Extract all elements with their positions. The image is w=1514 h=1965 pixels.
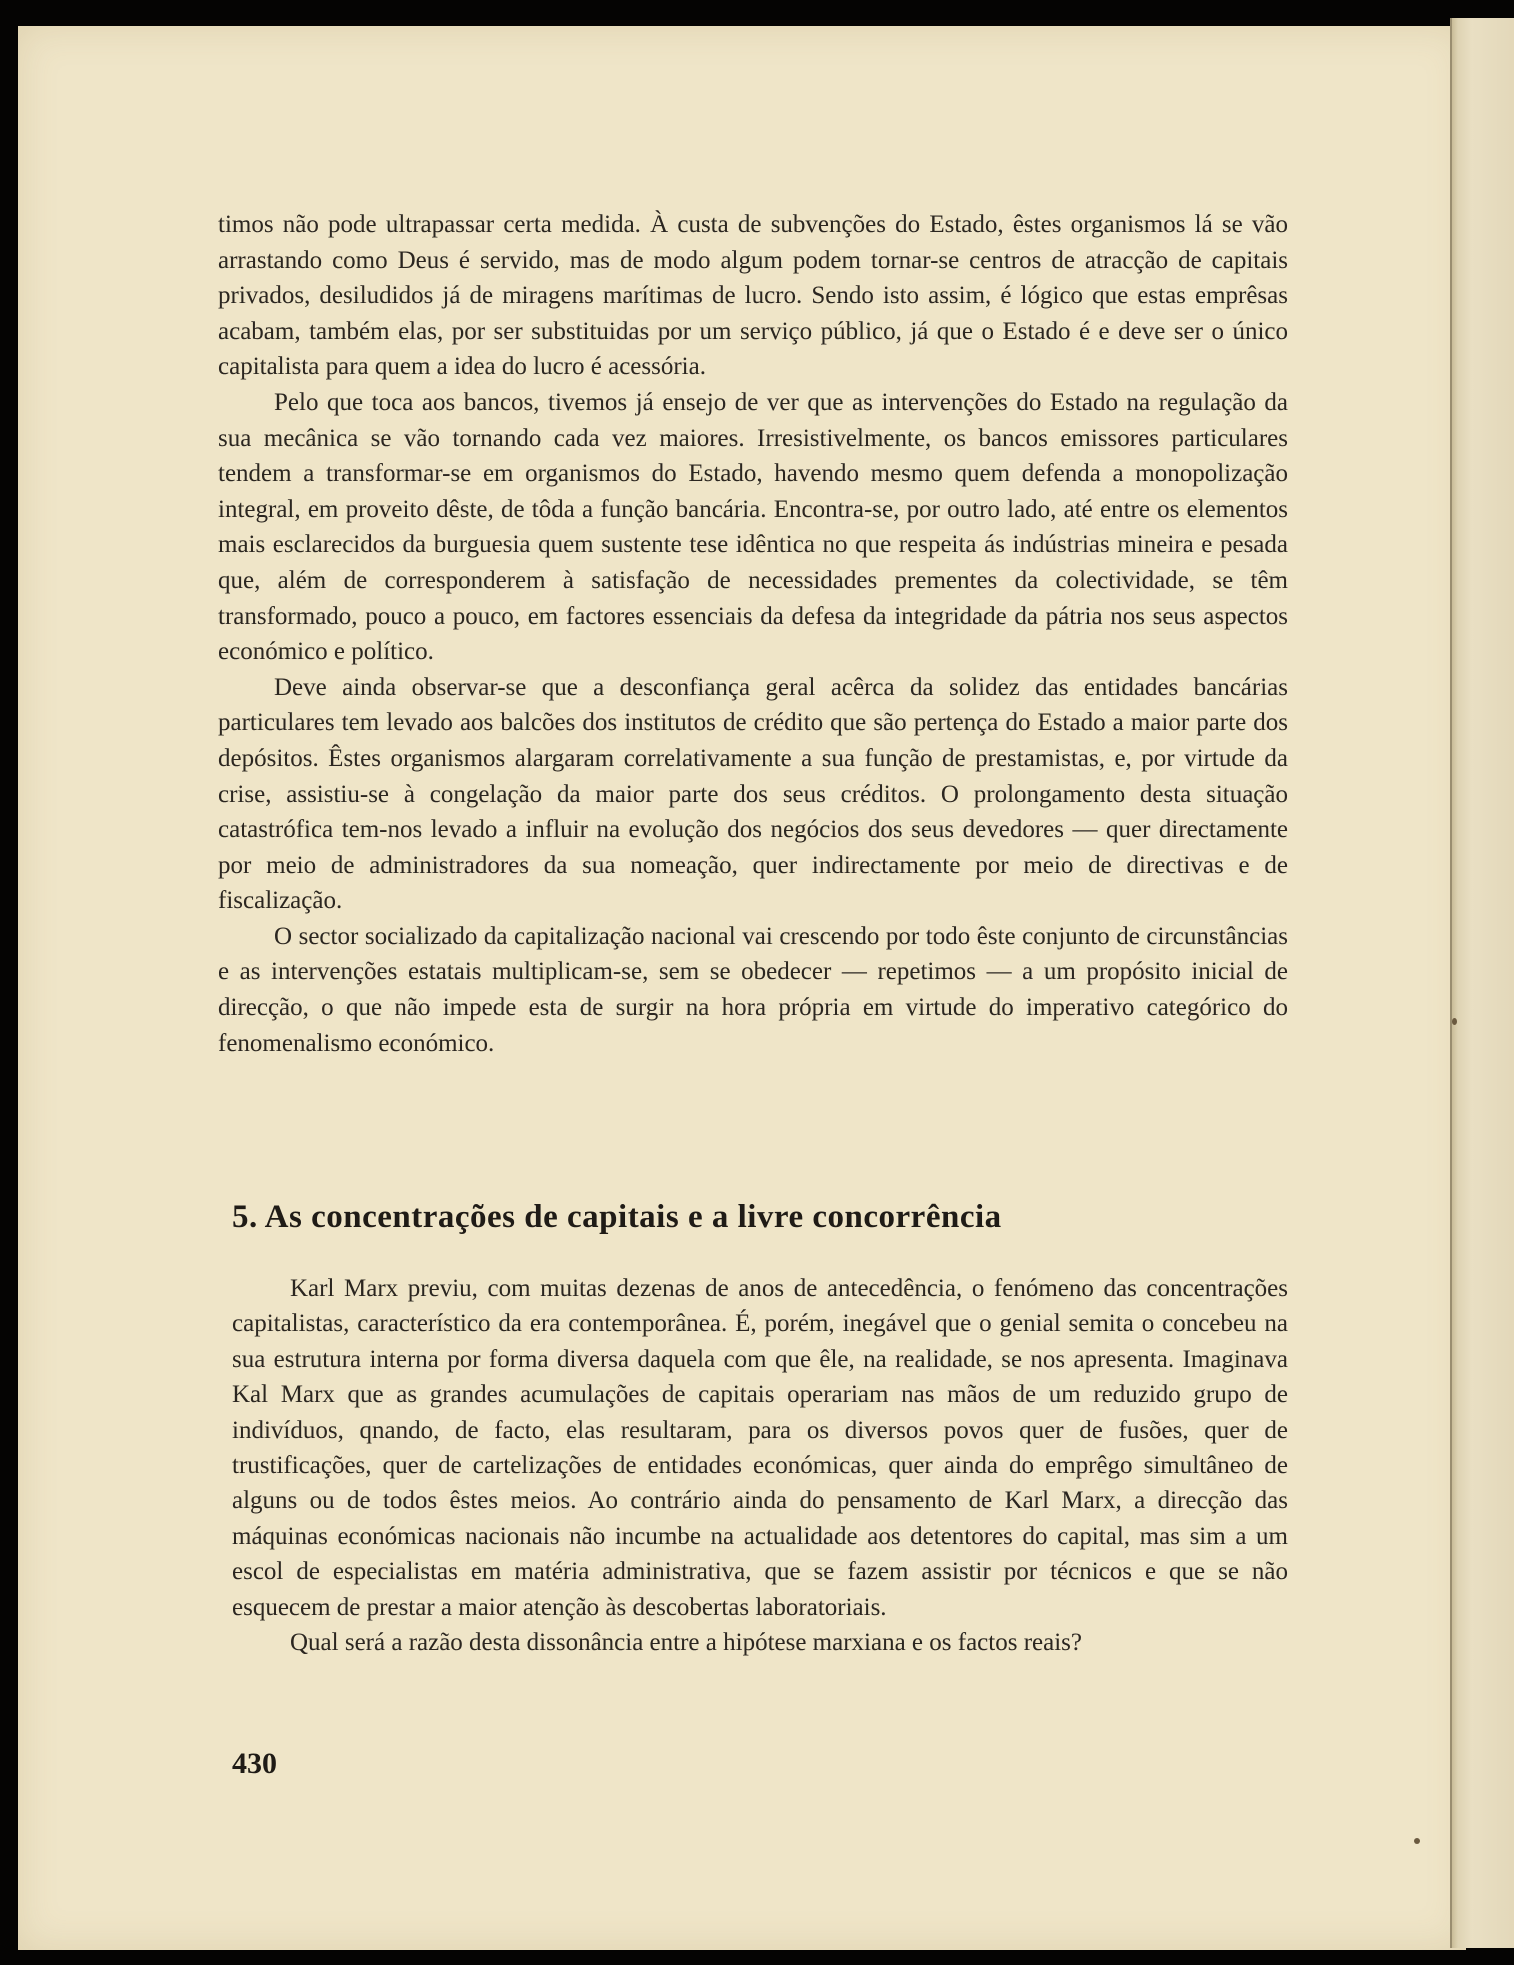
paragraph: Deve ainda observar-se que a desconfiança geral acêrca da solidez das entidades bancárias particulares tem levado aos balcões dos institutos de crédito que são pertença do Estado a maior parte dos depósitos. Êstes organismos alargaram correlativamente a sua função de prestamistas, e, por virtude da crise, assistiu-se à congelação da maior parte dos seus créditos. O prolongamento desta situação catastrófica tem-nos levado a influir na evolução dos negócios dos seus devedores — quer directamente por meio de administradores da sua nomeação, quer indirectamente por meio de directivas e de fiscalização. [218,673,1288,915]
page-number: 430 [232,1747,277,1780]
paragraph: Karl Marx previu, com muitas dezenas de anos de antecedência, o fenómeno das concentrações capitalistas, característico da era contemporânea. É, porém, inegável que o genial semita o concebeu na sua estrutura interna por forma diversa daquela com que êle, na realidade, se nos apresenta. Imaginava Kal Marx que as grandes acumulações de capitais operariam nas mãos de um reduzido grupo de indivíduos, qnando, de facto, elas resultaram, para os diversos povos quer de fusões, quer de trustificações, quer de cartelizações de entidades económicas, quer ainda do emprêgo simultâneo de alguns ou de todos êstes meios. Ao contrário ainda do pensamento de Karl Marx, a direcção das máquinas económicas nacionais não incumbe na actualidade aos detentores do capital, mas sim a um escol de especialistas em matéria administrativa, que se fazem assistir por técnicos e que se não esquecem de prestar a maior atenção às descobertas laboratoriais. [232,1275,1288,1621]
paper-speck [1452,1018,1457,1025]
paper-speck [1414,1838,1420,1844]
paragraph: Pelo que toca aos bancos, tivemos já ensejo de ver que as intervenções do Estado na regulação da sua mecânica se vão tornando cada vez maiores. Irresistivelmente, os bancos emissores particulares tendem a transformar-se em organismos do Estado, havendo mesmo quem defenda a monopolização integral, em proveito dêste, de tôda a função bancária. Encontra-se, por outro lado, até entre os elementos mais esclarecidos da burguesia quem sustente tese idêntica no que respeita ás indústrias mineira e pesada que, além de corresponderem à satisfação de necessidades prementes da colectividade, se têm transformado, pouco a pouco, em factores essenciais da defesa da integridade da pátria nos seus aspectos económico e político. [218,388,1288,666]
section-heading: 5. As concentrações de capitais e a livre concorrência [232,1199,1002,1235]
paragraph: Qual será a razão desta dissonância entre a hipótese marxiana e os factos reais? [290,1629,1082,1657]
paragraph: timos não pode ultrapassar certa medida. À custa de subvenções do Estado, êstes organismos lá se vão arrastando como Deus é servido, mas de modo algum podem tornar-se centros de atracção de capitais privados, desiludidos já de miragens marítimas de lucro. Sendo isto assim, é lógico que estas emprêsas acabam, também elas, por ser substituidas por um serviço público, já que o Estado é e deve ser o único capitalista para quem a idea do lucro é acessória. [218,211,1288,381]
body-text-part-1 [218,207,1288,1061]
body-text-part-2 [232,1271,1288,1660]
adjacent-page-edge [1450,18,1514,1948]
paragraph: O sector socializado da capitalização nacional vai crescendo por todo êste conjunto de circunstâncias e as intervenções estatais multiplicam-se, sem se obedecer — repetimos — a um propósito inicial de direcção, o que não impede esta de surgir na hora própria em virtude do imperativo categórico do fenomenalismo económico. [218,922,1288,1057]
